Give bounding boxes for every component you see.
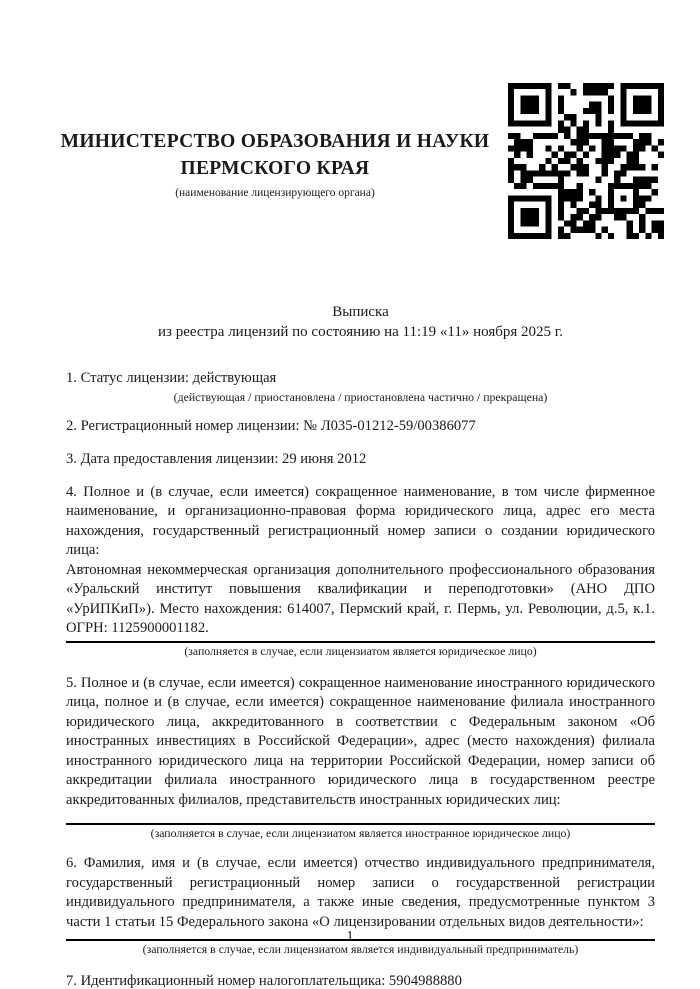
foreign-entity-blank-value: [66, 810, 655, 823]
field-legal-entity-value: Автономная некоммерческая организация дополнительного профессионального образования «Уральский институт повышения квалификации и переподготовки» (АНО ДПО «УрИПКиП»). Место нахождения: 614007, Пермский край, г. Пермь, ул. Революции, д.5, к.1. ОГРН: 1125900001182.: [66, 561, 655, 636]
field-inn-section: [66, 972, 655, 989]
field-status: 1. Статус лицензии: действующая: [66, 370, 277, 386]
document-title-line2: из реестра лицензий по состоянию на 11:19 «11» ноября 2025 г.: [158, 324, 563, 340]
ministry-name-line2: ПЕРМСКОГО КРАЯ: [180, 158, 370, 179]
ministry-header: [45, 128, 505, 201]
field-status-caption: (действующая / приостановлена / приостановлена частично / прекращена): [173, 389, 548, 404]
document-body: [66, 302, 655, 989]
field-foreign-entity-caption: (заполняется в случае, если лицензиатом является иностранное юридическое лицо): [150, 826, 571, 840]
ministry-name-line1: МИНИСТЕРСТВО ОБРАЗОВАНИЯ И НАУКИ: [60, 131, 490, 152]
field-status-section: [66, 369, 655, 405]
field-entrepreneur-label: 6. Фамилия, имя и (в случае, если имеется) отчество индивидуального предпринимателя, государственный регистрационный номер записи о государственной регистрации индивидуального предпринимателя, а также иные сведения, предусмотренные пунктом 3 части 1 статьи 15 Федерального закона «О лицензировании отдельных видов деятельности»:: [66, 855, 655, 930]
field-reg-number-section: [66, 417, 655, 437]
document-title-line1: Выписка: [332, 304, 389, 320]
field-reg-number: 2. Регистрационный номер лицензии: № Л035-01212-59/00386077: [66, 417, 476, 434]
page-number: 1: [346, 929, 354, 944]
field-grant-date: 3. Дата предоставления лицензии: 29 июня 2012: [66, 451, 367, 467]
field-legal-entity-label: 4. Полное и (в случае, если имеется) сокращенное наименование, в том числе фирменное наименование, и организационно-правовая форма юридического лица, адрес его места нахождения, государственный регистрационный номер записи о создании юридического лица:: [66, 483, 655, 558]
field-foreign-entity-section: [66, 674, 655, 842]
field-legal-entity-caption: (заполняется в случае, если лицензиатом является юридическое лицо): [184, 643, 537, 658]
field-grant-date-section: [66, 450, 655, 470]
document-title: [66, 302, 655, 342]
legal-entity-divider: [66, 641, 655, 643]
foreign-entity-divider: [66, 823, 655, 825]
field-foreign-entity-label: 5. Полное и (в случае, если имеется) сокращенное наименование иностранного юридического лица, полное и (в случае, если имеется) сокращенное наименование филиала иностранного юридического лица, аккредитованного в соответствии с Федеральным законом «Об иностранных инвестициях в Российской Федерации», адрес (место нахождения) филиала иностранного юридического лица на территории Российской Федерации, номер записи об аккредитации филиала иностранного юридического лица в государственном реестре аккредитованных филиалов, представительств иностранных юридических лиц:: [66, 674, 655, 808]
field-entrepreneur-caption: (заполняется в случае, если лицензиатом является индивидуальный предприниматель): [142, 942, 579, 956]
field-legal-entity-section: [66, 483, 655, 659]
ministry-caption: (наименование лицензирующего органа): [175, 187, 375, 199]
field-inn: 7. Идентификационный номер налогоплательщика: 5904988880: [66, 973, 462, 989]
qr-code-icon: [508, 83, 664, 239]
